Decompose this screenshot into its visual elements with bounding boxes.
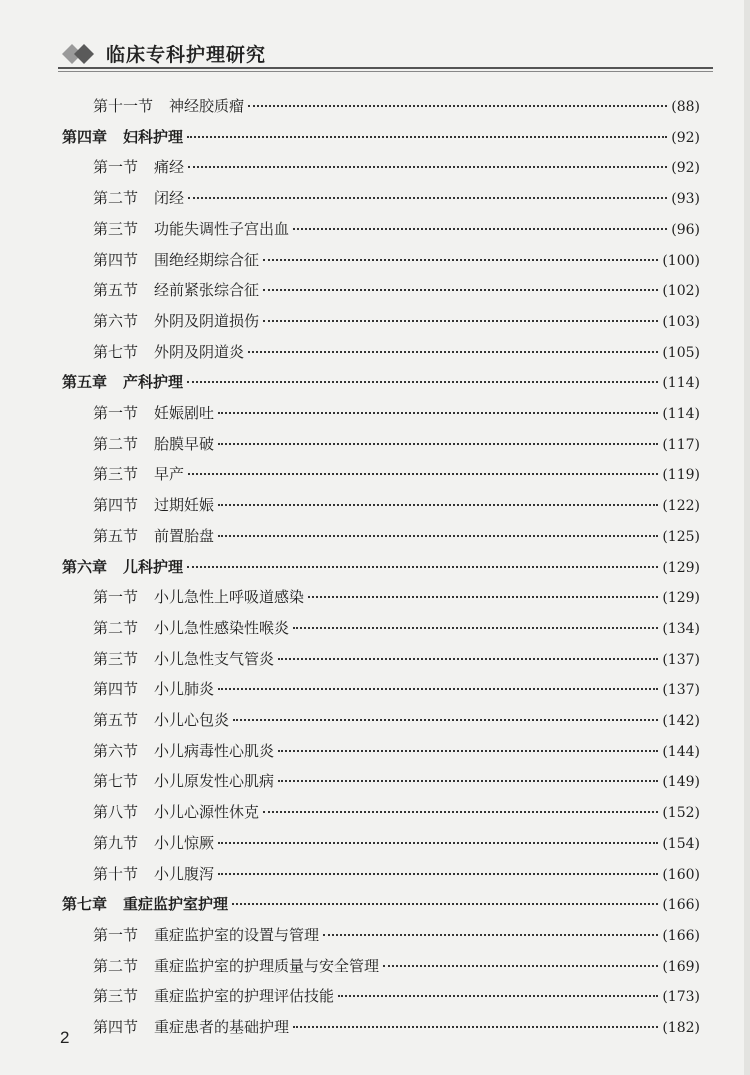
header-rule <box>58 67 713 69</box>
entry-number: 第三节 <box>93 987 139 1006</box>
entry-number: 第四节 <box>93 1018 139 1036</box>
dot-leader <box>293 227 667 230</box>
dot-leader <box>187 135 667 138</box>
entry-number: 第六章 <box>62 557 108 576</box>
entry-number: 第一节 <box>93 588 139 607</box>
dot-leader <box>233 718 658 721</box>
entry-number: 第四节 <box>93 496 139 515</box>
entry-number: 第二节 <box>93 189 139 208</box>
entry-page: (114) <box>662 406 700 422</box>
entry-page: (129) <box>662 559 700 576</box>
dot-leader <box>218 503 658 506</box>
toc-section-entry <box>93 433 700 455</box>
dot-leader <box>218 442 658 445</box>
toc-section-entry <box>93 341 700 363</box>
entry-number: 第四节 <box>93 250 139 269</box>
dot-leader <box>293 626 658 629</box>
entry-title: 小儿心源性休克 <box>154 803 260 822</box>
page-edge-shadow <box>744 0 750 1075</box>
toc-section-entry <box>93 402 700 424</box>
dot-leader <box>188 165 667 168</box>
entry-title: 重症监护室的护理质量与安全管理 <box>154 956 380 975</box>
dot-leader <box>188 196 667 199</box>
entry-page: (160) <box>662 866 700 883</box>
entry-title: 重症监护室的护理评估技能 <box>154 987 335 1006</box>
toc-section-entry <box>93 218 700 240</box>
entry-number: 第八节 <box>93 803 139 822</box>
toc-section-entry <box>93 648 700 670</box>
entry-page: (134) <box>662 620 700 637</box>
toc-section-entry <box>93 156 700 178</box>
toc-section-entry <box>93 678 700 700</box>
entry-page: (119) <box>662 467 700 484</box>
toc-section-entry <box>93 95 700 117</box>
dot-leader <box>263 319 658 322</box>
entry-number: 第十一节 <box>93 97 154 115</box>
dot-leader <box>187 380 658 383</box>
dot-leader <box>263 288 658 291</box>
dot-leader <box>323 933 658 936</box>
entry-page: (96) <box>671 221 700 238</box>
entry-title: 小儿惊厥 <box>154 833 215 852</box>
entry-title: 围绝经期综合征 <box>154 250 260 269</box>
toc-section-entry <box>93 310 700 332</box>
entry-page: (105) <box>662 344 700 361</box>
entry-title: 过期妊娠 <box>154 496 215 515</box>
dot-leader <box>293 1025 658 1028</box>
entry-title: 重症监护室的设置与管理 <box>154 925 320 944</box>
entry-page: (144) <box>662 743 700 760</box>
dot-leader <box>218 411 658 414</box>
toc-section-entry <box>93 617 700 639</box>
entry-number: 第六节 <box>93 311 139 330</box>
toc-section-entry <box>93 832 700 854</box>
entry-page: (125) <box>662 528 700 545</box>
entry-page: (149) <box>662 774 700 791</box>
entry-number: 第七节 <box>93 772 139 791</box>
toc-section-entry <box>93 279 700 301</box>
entry-title: 重症患者的基础护理 <box>154 1018 290 1036</box>
entry-page: (154) <box>662 835 700 852</box>
dot-leader <box>263 810 658 813</box>
dot-leader <box>383 964 658 967</box>
entry-number: 第五节 <box>93 526 139 545</box>
entry-title: 小儿急性支气管炎 <box>154 649 275 668</box>
toc-section-entry <box>93 525 700 547</box>
entry-page: (93) <box>671 191 700 208</box>
entry-page: (117) <box>662 436 700 453</box>
header-title: 临床专科护理研究 <box>106 44 267 66</box>
toc-chapter-entry <box>62 893 700 915</box>
entry-page: (152) <box>662 805 700 822</box>
dot-leader <box>248 350 658 353</box>
dot-leader <box>218 534 658 537</box>
dot-leader <box>187 565 658 568</box>
dot-leader <box>188 472 658 475</box>
entry-page: (114) <box>662 375 700 392</box>
toc-section-entry <box>93 249 700 271</box>
running-header <box>58 34 718 74</box>
entry-title: 神经胶质瘤 <box>169 97 245 115</box>
entry-title: 小儿肺炎 <box>154 680 215 699</box>
entry-title: 小儿原发性心肌病 <box>154 772 275 791</box>
entry-title: 闭经 <box>154 189 185 208</box>
entry-page: (142) <box>662 713 700 729</box>
toc-section-entry <box>93 709 700 731</box>
toc-section-entry <box>93 863 700 885</box>
entry-page: (166) <box>662 927 700 944</box>
entry-page: (92) <box>671 129 700 146</box>
toc-section-entry <box>93 494 700 516</box>
header-rule-thin <box>58 71 713 72</box>
entry-number: 第七章 <box>62 895 108 914</box>
entry-number: 第一节 <box>93 158 139 177</box>
entry-page: (88) <box>671 99 700 115</box>
entry-page: (103) <box>662 313 700 330</box>
entry-page: (102) <box>662 283 700 300</box>
entry-title: 妇科护理 <box>123 127 184 146</box>
entry-number: 第十节 <box>93 864 139 883</box>
entry-page: (137) <box>662 651 700 668</box>
entry-number: 第五章 <box>62 373 108 392</box>
entry-number: 第四节 <box>93 680 139 699</box>
entry-number: 第二节 <box>93 434 139 453</box>
toc-chapter-entry <box>62 126 700 148</box>
entry-page: (182) <box>662 1020 700 1036</box>
dot-leader <box>308 595 658 598</box>
dot-leader <box>232 902 658 905</box>
entry-page: (129) <box>662 590 700 607</box>
entry-page: (169) <box>662 958 700 975</box>
entry-number: 第三节 <box>93 465 139 484</box>
toc-section-entry <box>93 187 700 209</box>
entry-title: 妊娠剧吐 <box>154 404 215 422</box>
entry-page: (166) <box>662 897 700 914</box>
dot-leader <box>218 687 658 690</box>
dot-leader <box>248 104 667 107</box>
entry-title: 小儿心包炎 <box>154 711 230 729</box>
toc-section-entry <box>93 924 700 946</box>
toc-chapter-entry <box>62 371 700 393</box>
entry-number: 第五节 <box>93 281 139 300</box>
entry-title: 外阴及阴道损伤 <box>154 311 260 330</box>
entry-title: 经前紧张综合征 <box>154 281 260 300</box>
entry-title: 外阴及阴道炎 <box>154 342 245 361</box>
toc-section-entry <box>93 801 700 823</box>
entry-number: 第三节 <box>93 649 139 668</box>
entry-number: 第二节 <box>93 956 139 975</box>
entry-number: 第一节 <box>93 404 139 422</box>
toc-section-entry <box>93 740 700 762</box>
toc-section-entry <box>93 770 700 792</box>
diamond-ornament-icon <box>60 40 100 68</box>
entry-number: 第四章 <box>62 127 108 146</box>
entry-page: (137) <box>662 682 700 699</box>
entry-page: (92) <box>671 160 700 177</box>
entry-title: 痛经 <box>154 158 185 177</box>
entry-number: 第二节 <box>93 618 139 637</box>
dot-leader <box>278 749 658 752</box>
entry-page: (173) <box>662 989 700 1006</box>
entry-title: 小儿病毒性心肌炎 <box>154 741 275 760</box>
entry-number: 第五节 <box>93 711 139 729</box>
toc-section-entry <box>93 955 700 977</box>
entry-title: 产科护理 <box>123 373 184 392</box>
dot-leader <box>278 779 658 782</box>
entry-number: 第三节 <box>93 219 139 238</box>
entry-title: 胎膜早破 <box>154 434 215 453</box>
entry-title: 小儿急性上呼吸道感染 <box>154 588 305 607</box>
toc-section-entry <box>93 463 700 485</box>
dot-leader <box>338 994 658 997</box>
page-number: 2 <box>60 1028 70 1047</box>
toc-section-entry <box>93 985 700 1007</box>
entry-title: 功能失调性子宫出血 <box>154 219 290 238</box>
dot-leader <box>263 258 658 261</box>
toc-section-entry <box>93 1016 700 1038</box>
entry-page: (100) <box>662 252 700 269</box>
toc-chapter-entry <box>62 556 700 578</box>
entry-title: 儿科护理 <box>123 557 184 576</box>
entry-number: 第九节 <box>93 833 139 852</box>
toc-section-entry <box>93 586 700 608</box>
entry-title: 小儿急性感染性喉炎 <box>154 618 290 637</box>
entry-title: 早产 <box>154 465 185 484</box>
entry-title: 小儿腹泻 <box>154 864 215 883</box>
dot-leader <box>218 872 658 875</box>
dot-leader <box>278 657 658 660</box>
dot-leader <box>218 841 658 844</box>
entry-title: 前置胎盘 <box>154 526 215 545</box>
entry-number: 第六节 <box>93 741 139 760</box>
entry-page: (122) <box>662 498 700 515</box>
entry-title: 重症监护室护理 <box>123 895 229 914</box>
entry-number: 第七节 <box>93 342 139 361</box>
entry-number: 第一节 <box>93 925 139 944</box>
